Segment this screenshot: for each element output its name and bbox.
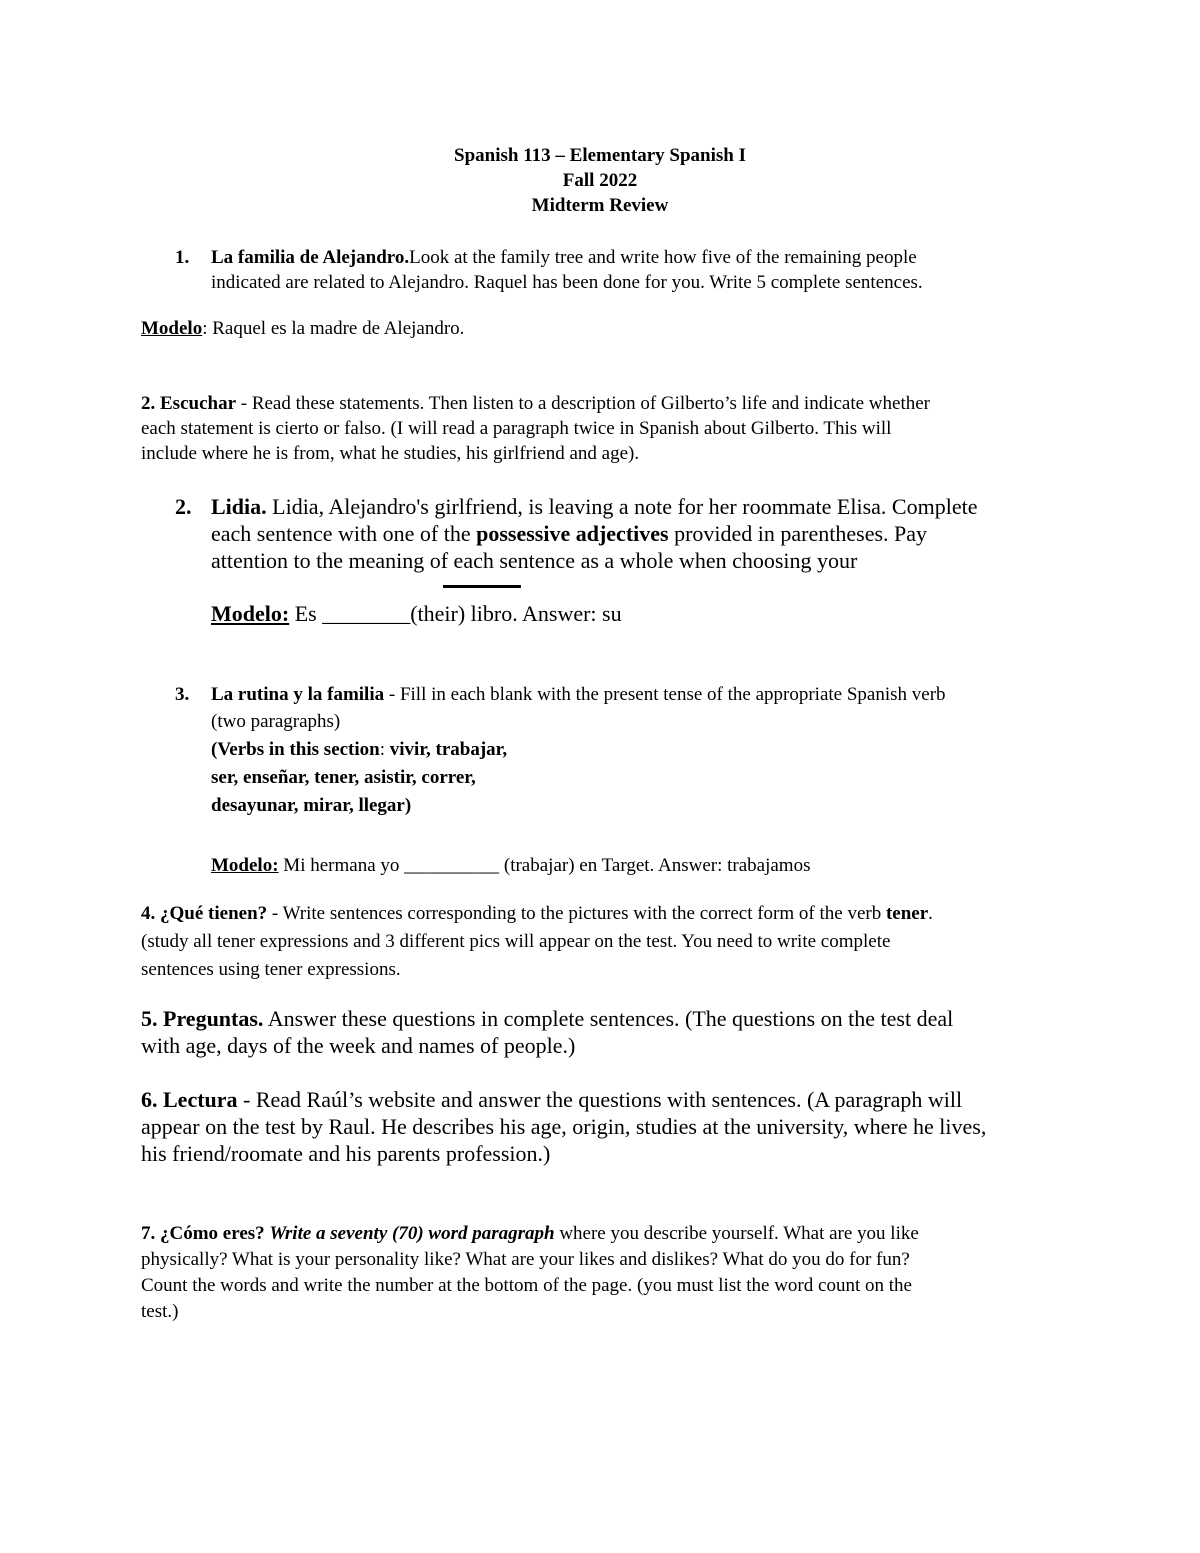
item-heading: 7. ¿Cómo eres? <box>141 1223 265 1244</box>
item-text: each statement is cierto or falso. (I will read a paragraph twice in Spanish about Gilberto. This will <box>141 418 892 439</box>
item-text: provided in parentheses. Pay <box>668 521 928 546</box>
item-number-2: 2. <box>175 494 192 519</box>
modelo-label: Modelo: <box>211 601 290 626</box>
verbs-list: ser, enseñar, tener, asistir, correr, <box>211 767 476 788</box>
item-heading: 5. Preguntas. <box>141 1006 264 1031</box>
modelo-lidia <box>211 600 622 627</box>
emphasis-possessive-adjectives: possessive adjectives <box>476 521 669 546</box>
modelo-text: : Raquel es la madre de Alejandro. <box>202 318 465 339</box>
item-number-1: 1. <box>175 247 190 268</box>
item-heading: Lidia. <box>211 494 267 519</box>
item-text: include where he is from, what he studies, his girlfriend and age). <box>141 443 640 464</box>
item-text: - Read these statements. Then listen to a description of Gilberto’s life and indicate whether <box>236 393 931 414</box>
item-text: Count the words and write the number at the bottom of the page. (you must list the word count on the <box>141 1275 912 1296</box>
item-rutina <box>211 682 1111 818</box>
blank-line <box>443 585 521 588</box>
modelo-label: Modelo <box>141 318 203 339</box>
modelo-label: Modelo: <box>211 855 279 876</box>
item-number-3: 3. <box>175 684 190 705</box>
course-title: Spanish 113 – Elementary Spanish I <box>454 145 746 166</box>
item-text: : <box>379 739 390 760</box>
item-familia <box>211 245 1111 295</box>
item-text: physically? What is your personality like? What are your likes and dislikes? What do you do for fun? <box>141 1249 910 1270</box>
item-text: - Fill in each blank with the present tense of the appropriate Spanish verb <box>384 684 946 705</box>
item-text: sentences using tener expressions. <box>141 959 401 980</box>
item-heading: La rutina y la familia <box>211 684 385 705</box>
item-como-eres <box>141 1221 1101 1324</box>
verbs-list: desayunar, mirar, llegar) <box>211 795 412 816</box>
item-text: Answer these questions in complete sentences. (The questions on the test deal <box>263 1006 954 1031</box>
item-text: appear on the test by Raul. He describes his age, origin, studies at the university, where he lives, <box>141 1114 987 1139</box>
modelo-familia <box>141 316 464 341</box>
item-escuchar <box>141 391 1101 466</box>
item-heading: 4. ¿Qué tienen? <box>141 903 268 924</box>
item-text: - Write sentences corresponding to the pictures with the correct form of the verb <box>267 903 886 924</box>
item-text: Lidia, Alejandro's girlfriend, is leaving a note for her roommate Elisa. Complete <box>266 494 978 519</box>
item-lidia <box>211 493 1111 574</box>
item-text: test.) <box>141 1301 179 1322</box>
modelo-text: Es ________(their) libro. Answer: su <box>289 601 622 626</box>
item-heading: 6. Lectura <box>141 1087 238 1112</box>
item-preguntas <box>141 1005 1101 1059</box>
item-heading: 2. Escuchar <box>141 393 236 414</box>
modelo-text: Mi hermana yo __________ (trabajar) en Target. Answer: trabajamos <box>278 855 811 876</box>
item-text: with age, days of the week and names of people.) <box>141 1033 576 1058</box>
item-text: attention to the meaning of each sentence as a whole when choosing your <box>211 548 858 573</box>
item-text: where you describe yourself. What are you like <box>554 1223 919 1244</box>
item-text: his friend/roomate and his parents profession.) <box>141 1141 551 1166</box>
page-title: Midterm Review <box>531 195 669 216</box>
item-text: - Read Raúl’s website and answer the questions with sentences. (A paragraph will <box>237 1087 963 1112</box>
term: Fall 2022 <box>562 170 638 191</box>
item-lectura <box>141 1086 1101 1167</box>
verbs-label: (Verbs in this section <box>211 739 380 760</box>
document-header <box>0 143 1200 218</box>
item-text: (study all tener expressions and 3 different pics will appear on the test. You need to write complete <box>141 931 891 952</box>
emphasis-tener: tener <box>885 903 929 924</box>
item-tienen <box>141 901 1101 982</box>
item-text: indicated are related to Alejandro. Raquel has been done for you. Write 5 complete sentences. <box>211 272 923 293</box>
emphasis-word-paragraph: Write a seventy (70) word paragraph <box>269 1223 555 1244</box>
item-text: Look at the family tree and write how five of the remaining people <box>409 247 917 268</box>
modelo-rutina <box>211 853 810 878</box>
item-text: . <box>928 903 933 924</box>
item-heading: La familia de Alejandro. <box>211 247 410 268</box>
item-text: (two paragraphs) <box>211 711 341 732</box>
item-text: each sentence with one of the <box>211 521 477 546</box>
verbs-list: vivir, trabajar, <box>389 739 508 760</box>
